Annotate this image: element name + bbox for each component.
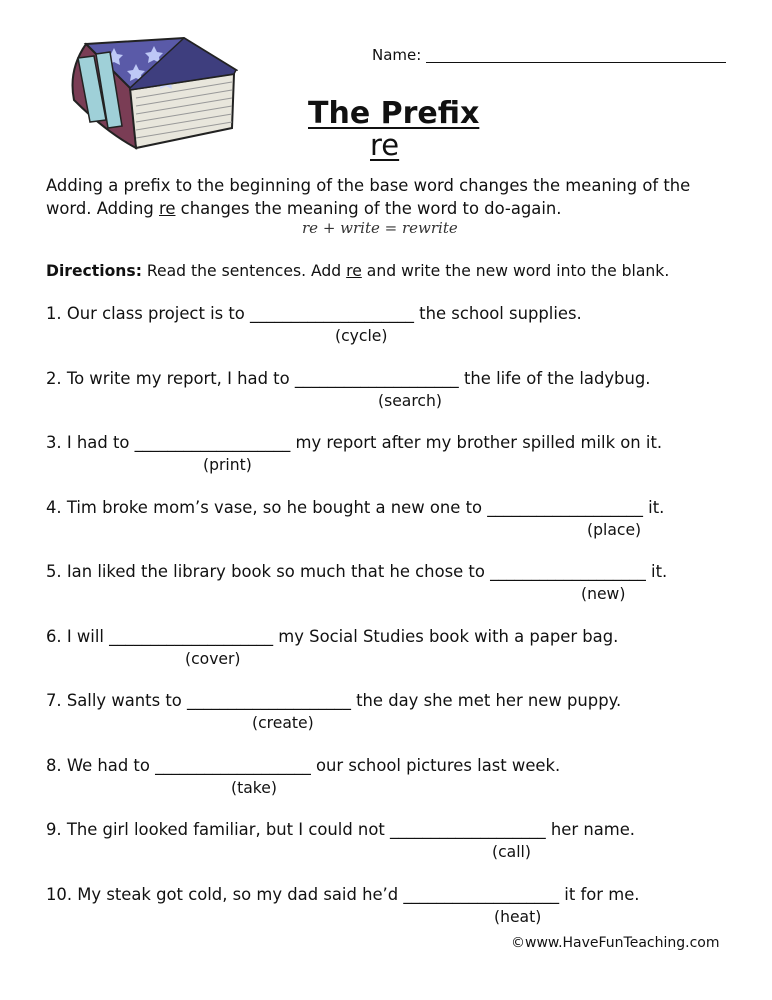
question-6-hint: (cover) bbox=[185, 650, 241, 668]
question-5-hint: (new) bbox=[581, 585, 626, 603]
question-1-hint: (cycle) bbox=[335, 327, 388, 345]
page-title: The Prefix bbox=[308, 96, 480, 131]
footer-copyright: ©www.HaveFunTeaching.com bbox=[511, 935, 720, 951]
directions-text-end: and write the new word into the blank. bbox=[361, 262, 670, 280]
intro-line-1: Adding a prefix to the beginning of the base word changes the meaning of the bbox=[46, 176, 691, 195]
question-9[interactable]: 9. The girl looked familiar, but I could not ___________________ her name. bbox=[46, 820, 636, 839]
question-7[interactable]: 7. Sally wants to ____________________ the day she met her new puppy. bbox=[46, 691, 622, 710]
question-1[interactable]: 1. Our class project is to ____________________ the school supplies. bbox=[46, 304, 582, 323]
question-4-hint: (place) bbox=[587, 521, 642, 539]
question-2-hint: (search) bbox=[378, 392, 442, 410]
directions-text-start: Read the sentences. Add bbox=[141, 262, 347, 280]
question-3-hint: (print) bbox=[203, 456, 252, 474]
question-5[interactable]: 5. Ian liked the library book so much that he chose to ___________________ it. bbox=[46, 562, 668, 581]
directions-label: Directions: bbox=[46, 262, 142, 280]
name-label: Name: bbox=[372, 46, 422, 64]
question-4[interactable]: 4. Tim broke mom’s vase, so he bought a new one to ___________________ it. bbox=[46, 498, 665, 517]
question-10-hint: (heat) bbox=[494, 908, 542, 926]
intro-prefix: re bbox=[159, 199, 176, 218]
intro-line-2-end: changes the meaning of the word to do-again. bbox=[175, 199, 562, 218]
question-9-hint: (call) bbox=[492, 843, 531, 861]
intro-paragraph bbox=[46, 174, 690, 220]
question-6[interactable]: 6. I will ____________________ my Social Studies book with a paper bag. bbox=[46, 627, 619, 646]
question-8-hint: (take) bbox=[231, 779, 277, 797]
directions-prefix: re bbox=[346, 262, 362, 280]
prefix-subtitle: re bbox=[370, 128, 400, 162]
example-equation: re + write = rewrite bbox=[302, 219, 458, 237]
name-blank-line[interactable] bbox=[426, 62, 726, 63]
question-3[interactable]: 3. I had to ___________________ my report after my brother spilled milk on it. bbox=[46, 433, 663, 452]
directions bbox=[46, 262, 669, 280]
intro-line-2-start: word. Adding bbox=[46, 199, 159, 218]
intro-line-2 bbox=[46, 197, 690, 220]
question-2[interactable]: 2. To write my report, I had to ____________________ the life of the ladybug. bbox=[46, 369, 651, 388]
question-8[interactable]: 8. We had to ___________________ our school pictures last week. bbox=[46, 756, 561, 775]
book-icon bbox=[66, 36, 238, 152]
question-10[interactable]: 10. My steak got cold, so my dad said he’d ___________________ it for me. bbox=[46, 885, 640, 904]
question-7-hint: (create) bbox=[252, 714, 314, 732]
